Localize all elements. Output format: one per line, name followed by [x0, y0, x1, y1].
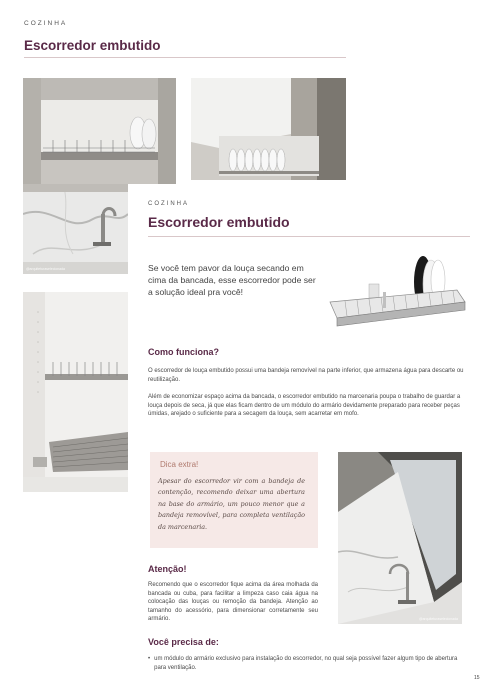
section-heading-you-need: Você precisa de: — [148, 637, 219, 647]
page-title: Escorredor embutido — [24, 38, 161, 53]
dish-rack-product-image — [325, 250, 470, 338]
title-divider — [24, 57, 346, 58]
corner-marble-faucet-photo — [338, 452, 462, 624]
attention-text: Recomendo que o escorredor fique acima da área molhada da bancada ou cuba, para facilitar a limpeza caso caia água na colocação das louças ou remoção da bandeja. Atenção ao tamanho do acessório, para dimensionar corretamente seu armário. — [148, 582, 318, 623]
tip-text: Apesar do escorredor vir com a bandeja de contenção, recomendo deixar uma abertura na base do armário, um pouco menor que a bandeja removível, para completa ventilação da marcenaria. — [158, 477, 305, 531]
list-item — [148, 655, 470, 672]
intro-text: Se você tem pavor da louça secando em cima da bancada, esse escorredor pode ser a solução ideal pra você! — [148, 263, 316, 297]
section-label: COZINHA — [24, 20, 68, 27]
how-it-works-paragraph-1: O escorredor de louça embutido possui uma bandeja removível na parte inferior, que armazena água para descarte ou reutilização. — [148, 368, 464, 383]
cabinet-dish-rack-photo — [23, 78, 176, 192]
how-it-works-paragraph-2: Além de economizar espaço acima da bancada, o escorredor embutido na marcenaria poupa o trabalho de guardar a louça depois de seca, já que elas ficam dentro de um módulo do armário devidamente preparado para receber peças úmidas, arejado o suficiente para a secagem da louça, sem acarretar em mofo. — [148, 394, 461, 418]
you-need-list — [148, 655, 470, 672]
bullet-icon: • — [148, 656, 151, 662]
title-divider — [148, 236, 470, 237]
page-number: 15 — [474, 675, 480, 681]
section-heading-attention: Atenção! — [148, 564, 187, 574]
photo-watermark: @arquiteturaselecionada — [26, 267, 65, 271]
wire-rack-cabinet-photo — [23, 292, 128, 492]
tip-title: Dica extra! — [160, 460, 199, 469]
list-item-text: um módulo do armário exclusivo para instalação do escorredor, no qual seja possível fazer algum tipo de abertura para ventilação. — [154, 656, 458, 671]
upper-cabinet-plates-photo — [191, 78, 346, 180]
photo-watermark: @arquiteturaselecionada — [419, 617, 458, 621]
section-label: COZINHA — [148, 201, 189, 207]
section-heading-how-it-works: Como funciona? — [148, 347, 219, 357]
marble-faucet-photo — [23, 184, 128, 274]
page-title: Escorredor embutido — [148, 214, 290, 230]
